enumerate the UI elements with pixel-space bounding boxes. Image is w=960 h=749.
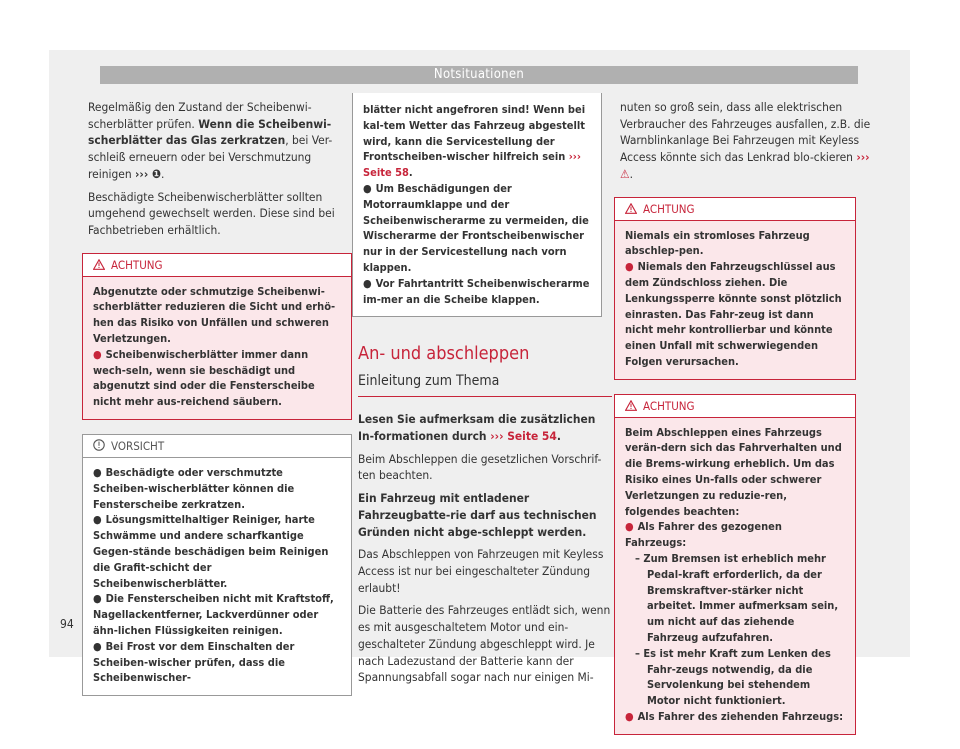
caution-body — [353, 93, 601, 316]
column-1 — [88, 99, 342, 710]
warning-triangle-icon — [625, 203, 637, 214]
list-item: ● Vor Fahrtantritt Scheibenwischerarme im-mer an die Scheibe klappen. — [363, 276, 590, 306]
paragraph: Das Abschleppen von Fahrzeugen mit Keyless Access ist nur bei eingeschalteter Zündung erlaubt! — [358, 547, 604, 595]
info-circle-icon — [93, 439, 105, 451]
paragraph: Die Batterie des Fahrzeuges entlädt sich, wenn es mit ausgeschaltetem Motor und ein-geschalteter Zündung abgeschleppt wird. Je nach Ladezustand der Batterie kann der Spannungsabfall sogar nach nur einigen Mi- — [358, 603, 611, 685]
warning-header — [615, 395, 855, 418]
list-item: ● Als Fahrer des gezogenen Fahrzeugs: — [625, 520, 782, 550]
warning-body — [615, 221, 855, 379]
list-item: ● Niemals den Fahrzeugschlüssel aus dem Zündschloss ziehen. Die Lenkungssperre könnte sonst plötzlich einrasten. Das Fahr-zeug ist dann nicht mehr kontrollierbar und könnte einen Unfall mit schwerwiegenden Folgen verursachen. — [625, 260, 842, 368]
caution-header — [83, 435, 351, 458]
warning-body — [83, 277, 351, 419]
warning-text: Abgenutzte oder schmutzige Scheibenwi-scherblätter reduzieren die Sicht und erhö-hen das Risiko von Unfällen und schweren Verletzungen. — [93, 284, 336, 346]
section-heading: An- und abschleppen — [358, 343, 530, 365]
warning-box — [614, 197, 856, 380]
paragraph: Ein Fahrzeug mit entladener Fahrzeugbatte-rie darf aus technischen Gründen nicht abge-schleppt werden. — [358, 491, 597, 539]
list-item: ● Lösungsmittelhaltiger Reiniger, harte Schwämme und andere scharfkantige Gegen-stände beschädigen beim Reinigen die Grafit-schicht der Scheibenwischerblätter. — [93, 513, 329, 590]
warning-triangle-icon — [625, 400, 637, 411]
column-2 — [358, 93, 612, 692]
list-subitem: – Zum Bremsen ist erheblich mehr Pedal-kraft erforderlich, da der Bremskraftver-stärker nicht arbeitet. Immer aufmerksam sein, um nicht auf das ziehende Fahrzeug aufzufahren. — [635, 552, 839, 645]
paragraph: Beschädigte Scheibenwischerblätter sollten umgehend gewechselt werden. Diese sind bei Fachbetrieben erhältlich. — [88, 189, 335, 237]
list-subitem: – Es ist mehr Kraft zum Lenken des Fahr-zeugs notwendig, da die Servolenkung bei stehendem Motor nicht funktioniert. — [635, 646, 831, 708]
column-3 — [620, 99, 874, 749]
warning-label: ACHTUNG — [643, 398, 695, 413]
caution-box-continued — [352, 93, 602, 317]
list-item: ● Beschädigte oder verschmutzte Scheiben-wischerblätter können die Fensterscheibe zerkratzen. — [93, 466, 295, 511]
page-number: 94 — [60, 617, 74, 631]
warning-label: ACHTUNG — [111, 257, 163, 272]
warning-triangle-icon — [93, 259, 105, 270]
warning-label: ACHTUNG — [643, 201, 695, 216]
warning-header — [615, 198, 855, 221]
caution-label: VORSICHT — [111, 439, 165, 453]
caution-box — [82, 434, 352, 696]
subsection-heading: Einleitung zum Thema — [358, 372, 612, 397]
warning-body — [615, 418, 855, 734]
list-item: ● Bei Frost vor dem Einschalten der Scheiben-wischer prüfen, dass die Scheibenwischer- — [93, 639, 295, 685]
paragraph: Regelmäßig den Zustand der Scheibenwi-scherblätter prüfen. Wenn die Scheibenwi-scherblätter das Glas zerkratzen, bei Ver-schleiß erneuern oder bei Verschmutzung reinigen ››› ❶. — [88, 100, 333, 181]
warning-header — [83, 254, 351, 277]
list-item: ● Die Fensterscheiben nicht mit Kraftstoff, Nagellackentferner, Lackverdünner oder ähn-lichen Flüssigkeiten reinigen. — [93, 592, 334, 637]
paragraph: Beim Abschleppen die gesetzlichen Vorschrif-ten beachten. — [358, 451, 602, 483]
warning-box — [82, 253, 352, 420]
warning-box — [614, 394, 856, 735]
warning-text: Beim Abschleppen eines Fahrzeugs verän-dern sich das Fahrverhalten und die Brems-wirkung erheblich. Um das Risiko eines Un-falls oder schwerer Verletzungen zu reduzie-ren, folgendes beachten: — [625, 425, 842, 518]
paragraph: nuten so groß sein, dass alle elektrischen Verbraucher des Fahrzeuges ausfallen, z.B. die Warnblinkanlage Bei Fahrzeugen mit Keyless Access könnte sich das Lenkrad blo-ckieren ››› ⚠. — [620, 100, 871, 181]
list-item: ● Scheibenwischerblätter immer dann wech-seln, wenn sie beschädigt und abgenutzt sind oder die Fensterscheibe nicht mehr aus-reichend säubern. — [93, 347, 315, 409]
section-header: Notsituationen — [100, 66, 858, 84]
warning-text: Niemals ein stromloses Fahrzeug abschlep-pen. — [625, 228, 810, 258]
paragraph: Lesen Sie aufmerksam die zusätzlichen In-formationen durch ››› Seite 54. — [358, 412, 596, 444]
caution-body — [83, 458, 351, 695]
list-item: ● Als Fahrer des ziehenden Fahrzeugs: — [625, 710, 844, 724]
caution-text: blätter nicht angefroren sind! Wenn bei kal-tem Wetter das Fahrzeug abgestellt wird, kann die Servicestellung der Frontscheiben-wischer hilfreich sein ››› Seite 58. — [363, 103, 586, 180]
list-item: ● Um Beschädigungen der Motorraumklappe und der Scheibenwischerarme zu vermeiden, die Wischerarme der Frontscheibenwischer nur in der Servicestellung nach vorn klappen. — [363, 181, 589, 274]
